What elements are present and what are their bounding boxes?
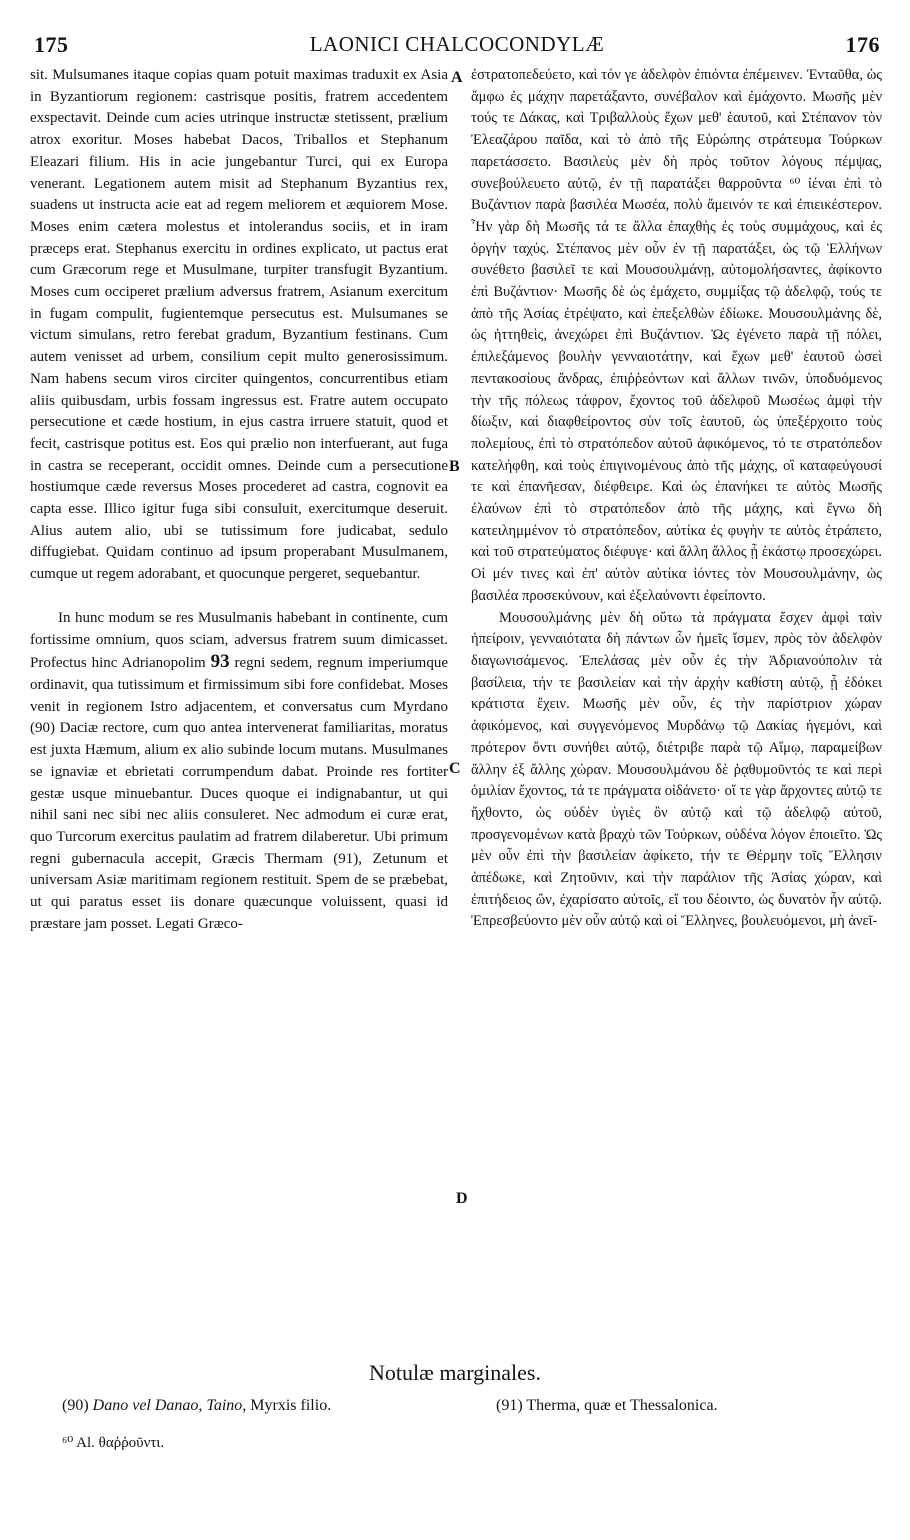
folio-number: 93 — [210, 651, 230, 673]
running-title: LAONICI CHALCOCONDYLÆ — [309, 32, 605, 56]
section-marker-d: D — [456, 1190, 468, 1207]
latin-column — [30, 65, 448, 1365]
page-header — [34, 32, 880, 62]
section-marker-b: B — [449, 458, 460, 475]
latin-paragraph-2-start: In hunc modum se res Musulmanis habebant in continente, cum fortissime omnium, quos sciam, adversus fratrem suum dimicasset. Profectus hinc Adrianopolim — [30, 609, 448, 672]
latin-paragraph-1: sit. Mulsumanes itaque copias quam potuit maximas traduxit ex Asia in Byzantiorum regionem: castrisque positis, fratrem accedentem exspectavit. Deinde cum acies utrinque instructæ stetissent, prælium atrox exoritur. Moses habebat Dacos, Triballos et Stephanum Eleazari filium. His in acie jungebantur Turci, qui ex Europa venerant. Legationem autem misit ad Stephanum Byzantius rex, suadens ut instructa acie eat ad regem meliorem et æquiorem Mose. Moses enim cætera molestus et intolerandus sociis, et in iram præceps erat. Stephanus exercitu in ordines explicato, ut pactus erat cum Græcorum rege et Musulmane, turpiter transfugit Byzantium. Moses cum occiperet prælium adversus fratrem, Asianum exercitum in fugam compulit, fugientemque persecutus est. Mulsumanes se victum simulans, retro ferebat gradum, Byzantium festinans. Cum autem venisset ad urbem, consilium cepit multo generosissimum. Nam habens secum viros circiter quingentos, concurrentibus etiam aliis quibusdam, urbis fossam ingressus est. Fratre autem occupato persecutione et cæde hostium, in ejus castra irruere statuit, quod et fecit, castrisque potitus est. Eos qui prælio non interfuerant, aut fuga in castra se receperant, occidit omnes. Deinde cum a persecutione hostiumque cæde reversus Moses procederet ad castra, cognovit ea capta esse. Illico igitur fuga sibi consuluit, exercitumque deseruit. Alius autem alio, ubi se tutissimum fore judicabat, sedulo diffugiebat. Quidam continuo ad ipsum properabant Musulmanem, cumque ut regem adorabant, et quocunque pergeret, sequebantur. — [30, 67, 448, 583]
section-marker-a: A — [451, 69, 463, 86]
greek-paragraph-2: Μουσουλμάνης μὲν δὴ οὕτω τὰ πράγματα ἔσχεν ἀμφὶ ταὶν ἠπείροιν, γενναιότατα δὴ πάντων ὧν ἡμεῖς ἴσμεν, πρὸς τὸν ἀδελφὸν διαγωνισάμενος. Ἐπελάσας μὲν οὖν ἐς τὴν Ἀδριανούπολιν τὰ βασίλεια, τήν τε βασιλείαν καὶ τὴν ἀρχὴν καθίστη αὐτῷ, ᾗ ἐδόκει κράτιστα ἔχειν. Μωσῆς μὲν οὖν, ἐς τὴν παρίστριον χώραν ἀφικόμενος, καὶ συγγενόμενος Μυρδάνῳ τῷ Δακίας ἡγεμόνι, καὶ πρότερον ὄντι συνήθει αὐτῷ, διέτριβε παρὰ τῷ Αἵμῳ, παραμείβων ἄλλην ἐξ ἄλλης χώραν. Μουσουλμάνου δὲ ῥᾳθυμοῦντός τε καὶ περὶ ὁμιλίαν ἔχοντος, τά τε πράγματα οἰδάνετο· οἵ τε γὰρ ἄρχοντες αὐτῷ τε ἤχθοντο, ὡς οὐδὲν ὑγιὲς ὂν αὐτῷ καὶ τῷ ἀδελφῷ αὐτοῦ, προσγενομένων κατὰ βραχὺ τῶν Τούρκων, οὐδένα λόγον ἐποιεῖτο. Ὡς μὲν οὖν ἐπὶ τὴν βασιλείαν ἀφίκετο, τήν τε Θέρμην τοῖς Ἕλλησιν ἀπέδωκε, καὶ Ζητοῦνιν, καὶ τὴν παράλιον τῆς Ἀσίας χώραν, καὶ ἐπιτήδειος ὤν, ἐχαρίσατο αὐτοῖς, εἴ του δέοιντο, ὡς δυνατὸν ἦν αὐτῷ. Ἐπρεσβεύοντο μὲν οὖν αὐτῷ καὶ οἱ Ἕλληνες, βουλευόμενοι, μὴ ἀνεῖ- — [471, 609, 882, 930]
greek-column — [471, 65, 882, 1365]
footnote-60: ⁶⁰ Al. θαῤῥοῦντι. — [62, 1435, 165, 1451]
note-91: (91) Therma, quæ et Thessalonica. — [496, 1397, 718, 1414]
greek-paragraph-1: ἐστρατοπεδεύετο, καὶ τόν γε ἀδελφὸν ἐπιόντα ἐπέμεινεν. Ἐνταῦθα, ὡς ἄμφω ἐς μάχην παρετάξαντο, συνέβαλον καὶ ἐμάχοντο. Μωσῆς μὲν τούς τε Δάκας, καὶ Τριβαλλοὺς ἔχων μεθ' ἑαυτοῦ, καὶ Στέπανον τὸν Ἐλεαζάρου παῖδα, καὶ τὸ ἀπὸ τῆς Εὐρώπης στράτευμα Τούρκων παρετάσσετο. Βασιλεὺς μὲν δὴ πρὸς τοῦτον λόγους πέμψας, συνεβούλευετο αὐτῷ, ἐν τῇ παρατάξει θαρροῦντα ⁶⁰ ἰέναι ἐπὶ τὸ Βυζάντιον παρὰ βασιλέα Μωσέα, πολὺ ἄμεινόν τε καὶ ἐπιεικέστερον. Ἦν γὰρ δὴ Μωσῆς τά τε ἄλλα ἐπαχθὴς ἐς τοὺς συμμάχους, καὶ ἐς ὀργὴν ταχύς. Στέπανος μὲν οὖν ἐν τῇ παρατάξει, ὡς τῷ Ἑλλήνων συνέθετο βασιλεῖ τε καὶ Μουσουλμάνῃ, αὐτομολήσαντες, ἀφίκοντο ἐπὶ Βυζάντιον· Μωσῆς δὲ ὡς ἐμάχετο, συμμίξας τῷ ἀδελφῷ, τούς τε ἀπὸ τῆς Ἀσίας ἐτρέψατο, καὶ ἐπεξελθὼν ἐδίωκε. Μουσουλμάνης δὲ, ὡς ἡττηθεὶς, ἀνεχώρει ἐπὶ Βυζάντιον. Ὡς ἐγένετο παρὰ τῇ πόλει, ἐπιλεξάμενος βουλὴν γενναιοτάτην, καὶ ἔχων μεθ' ἑαυτοῦ ὡσεὶ πεντακοσίους ἄνδρας, ἐπιῤῥεόντων καὶ ἄλλων τινῶν, ὑποδυόμενος τὴν τῆς πόλεως τάφρον, ἔχοντος τοῦ ἀδελφοῦ Μωσέως ἀμφὶ τὴν δίωξιν, καὶ διαφθείροντος σὺν τοῖς ἑαυτοῦ, ὡς ὑπεξέρχοιτο τοὺς πολεμίους, ἐπὶ τὸ στρατόπεδον αὐτοῦ ἀφικόμενος, τό τε στρατόπεδον κατελήφθη, καὶ τοὺς ἐπιγινομένους ἀπὸ τῆς μάχης, οἳ καταφεύγουσί τε καὶ ἐπανῆεσαν, διέφθειρε. Καὶ ὡς ἐπανήκει τε αὐτὸς Μωσῆς ἐλαύνων ἐπὶ τὸ στρατόπεδον ἀπὸ τῆς μάχης, καὶ ἔγνω δὴ κατειλημμένον τὸ στρατόπεδον, αὐτίκα ἐς φυγὴν τε αὐτὸς ἐτράπετο, καὶ τοῦ στρατεύματος διέφυγε· καὶ ἄλλη ἄλλος ᾗ ἑκάστῳ προσεχώρει. Οἱ μέν τινες καὶ ἐπ' αὐτὸν αὐτίκα ἰόντες τὸν Μουσουλμάνην, ὡς βασιλέα προσεκύνουν, καὶ ἐξελαύνοντι ἐφείποντο. — [471, 67, 882, 604]
section-marker-c: C — [449, 760, 461, 777]
page-number-left: 175 — [34, 32, 69, 57]
latin-paragraph-2-rest: regni sedem, regnum imperiumque ordinavit, qua tutissimum et firmissimum sibi fore confidebat. Moses venit in regionem Istro adjacentem, et conversatus cum Myrdano (90) Daciæ rectore, cum quo antea intervenerat familiaritas, moratus est juxta Hæmum, alium ex alio subinde locum mutans. Musulmanes se ignaviæ et ebrietati corrumpendum dabat. Proinde res fortiter gestæ usque minuebantur. Duces quoque ei indignabantur, ut qui nihil sani nec sibi nec aliis consuleret. Nec admodum ei curæ erat, quo Turcorum exercitus paulatim ad fratrem dilaberetur. Ubi primum regni gubernacula accepit, Græcis Thermam (91), Zetunum et universam Asiæ maritimam regionem restituit. Spem de se præbebat, ut qui paratus esset iis donare quæcunque voluissent, quasi id præstare jam posset. Legati Græco- — [30, 655, 448, 932]
note-90-number: (90) — [62, 1397, 89, 1414]
note-90-italic: Dano vel Danao, Taino, — [92, 1397, 247, 1414]
marginal-notes-title: Notulæ marginales. — [369, 1360, 541, 1385]
latin-paragraph-2 — [30, 608, 448, 936]
page-number-right: 176 — [845, 32, 880, 57]
note-90 — [62, 1397, 331, 1415]
note-90-text: Myrxis filio. — [250, 1397, 332, 1414]
